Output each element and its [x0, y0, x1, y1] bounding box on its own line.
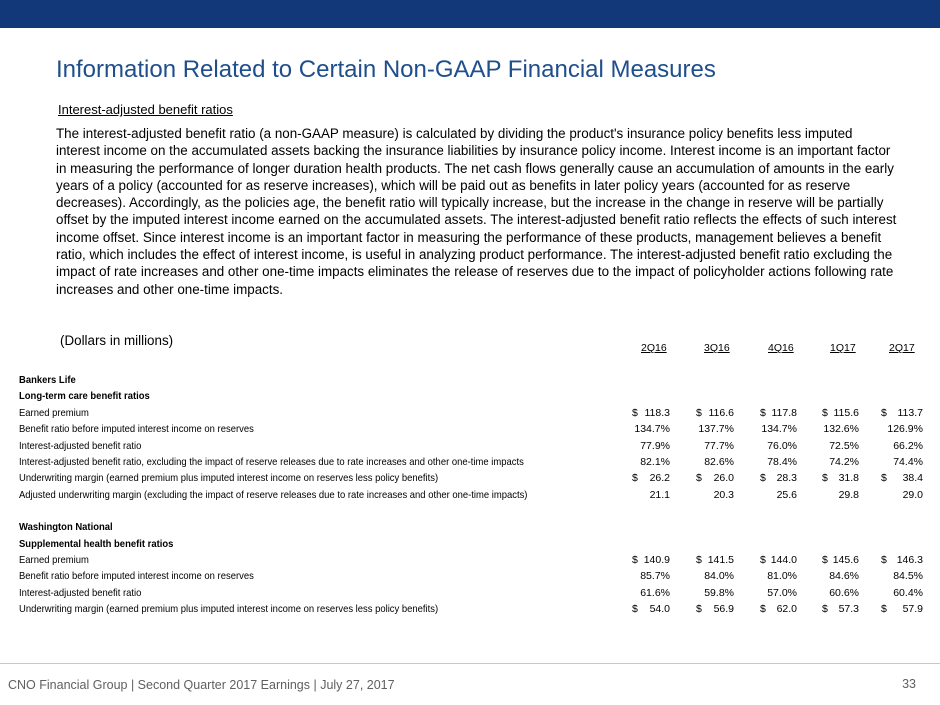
dollar-sign: $: [696, 554, 702, 566]
row-label: Interest-adjusted benefit ratio, excluding the impact of reserve releases due to rate increases and other one-time impacts: [19, 456, 524, 468]
cell-value: 132.6%: [823, 423, 859, 436]
column-header-1q17: 1Q17: [830, 342, 856, 354]
row-label: Underwriting margin (earned premium plus imputed interest income on reserves less policy benefits): [19, 603, 439, 616]
cell-value: 28.3: [776, 472, 797, 485]
cell-value: 60.4%: [893, 586, 923, 599]
dollar-sign: $: [881, 406, 887, 419]
cell-value: 74.4%: [893, 456, 923, 468]
cell-value: 84.0%: [704, 570, 734, 583]
page-number: 33: [902, 677, 916, 691]
row-label: Earned premium: [19, 406, 89, 419]
cell-value: 20.3: [713, 488, 734, 501]
table-row: [0, 456, 940, 472]
cell-value: 31.8: [838, 472, 859, 485]
cell-value: 146.3: [896, 554, 923, 566]
dollar-sign: $: [760, 406, 766, 419]
row-label: Benefit ratio before imputed interest income on reserves: [19, 570, 254, 583]
cell-value: 115.6: [833, 406, 859, 419]
dollar-sign: $: [632, 554, 638, 566]
cell-value: 117.8: [771, 406, 797, 419]
cell-value: 140.9: [643, 554, 670, 566]
section-subtitle: Interest-adjusted benefit ratios: [58, 102, 233, 117]
table-row: [0, 423, 940, 439]
page-title: Information Related to Certain Non-GAAP Financial Measures: [56, 56, 716, 83]
dollar-sign: $: [881, 472, 887, 485]
cell-value: 29.8: [838, 488, 859, 501]
cell-value: 116.6: [708, 406, 734, 419]
column-header-2q16: 2Q16: [641, 342, 667, 354]
table-row: [0, 390, 940, 406]
cell-value: 74.2%: [829, 456, 859, 468]
table-row: [0, 538, 940, 554]
cell-value: 118.3: [644, 406, 670, 419]
cell-value: 61.6%: [640, 586, 670, 599]
cell-value: 26.2: [649, 472, 670, 485]
table-row: [0, 570, 940, 586]
column-header-3q16: 3Q16: [704, 342, 730, 354]
cell-value: 78.4%: [767, 456, 797, 468]
dollar-sign: $: [760, 472, 766, 485]
cell-value: 144.0: [770, 554, 797, 566]
cell-value: 56.9: [713, 603, 734, 616]
row-label: Long-term care benefit ratios: [19, 390, 150, 403]
row-label: Benefit ratio before imputed interest income on reserves: [19, 423, 254, 436]
cell-value: 84.6%: [829, 570, 859, 583]
cell-value: 141.5: [707, 554, 734, 566]
cell-value: 25.6: [776, 488, 797, 501]
cell-value: 85.7%: [640, 570, 670, 583]
table-row: [0, 407, 940, 423]
cell-value: 66.2%: [893, 439, 923, 452]
cell-value: 54.0: [649, 603, 670, 616]
row-label: Supplemental health benefit ratios: [19, 537, 174, 550]
cell-value: 72.5%: [829, 439, 859, 452]
cell-value: 134.7%: [761, 423, 797, 436]
cell-value: 145.6: [832, 554, 859, 566]
table-row: [0, 440, 940, 456]
row-label: Interest-adjusted benefit ratio: [19, 439, 142, 452]
dollar-sign: $: [760, 603, 766, 616]
cell-value: 113.7: [897, 406, 923, 419]
top-bar: [0, 0, 940, 28]
table-row: [0, 472, 940, 488]
cell-value: 62.0: [776, 603, 797, 616]
cell-value: 137.7%: [698, 423, 734, 436]
cell-value: 84.5%: [893, 570, 923, 583]
cell-value: 77.7%: [704, 439, 734, 452]
cell-value: 59.8%: [704, 586, 734, 599]
table-row: [0, 521, 940, 537]
cell-value: 81.0%: [767, 570, 797, 583]
table-row: [0, 374, 940, 390]
dollar-sign: $: [696, 603, 702, 616]
cell-value: 29.0: [902, 488, 923, 501]
cell-value: 57.9: [902, 603, 923, 616]
cell-value: 134.7%: [634, 423, 670, 436]
column-header-2q17: 2Q17: [889, 342, 915, 354]
dollar-sign: $: [632, 406, 638, 419]
table-row: [0, 603, 940, 619]
cell-value: 77.9%: [640, 439, 670, 452]
dollar-sign: $: [760, 554, 766, 566]
cell-value: 60.6%: [829, 586, 859, 599]
dollar-sign: $: [822, 554, 828, 566]
dollar-sign: $: [822, 603, 828, 616]
cell-value: 82.1%: [640, 456, 670, 468]
dollar-sign: $: [696, 472, 702, 485]
row-label: Earned premium: [19, 554, 89, 566]
unit-note: (Dollars in millions): [60, 333, 174, 348]
dollar-sign: $: [881, 603, 887, 616]
row-label: Bankers Life: [19, 374, 76, 386]
row-label: Adjusted underwriting margin (excluding the impact of reserve releases due to rate increases and other one-time impacts): [19, 488, 528, 501]
footer-divider: [0, 663, 940, 664]
cell-value: 57.0%: [767, 586, 797, 599]
table-row: [0, 554, 940, 570]
footer-text: CNO Financial Group | Second Quarter 2017 Earnings | July 27, 2017: [8, 678, 395, 692]
dollar-sign: $: [632, 603, 638, 616]
dollar-sign: $: [696, 406, 702, 419]
cell-value: 26.0: [713, 472, 734, 485]
table-row: [0, 587, 940, 603]
cell-value: 38.4: [902, 472, 923, 485]
column-header-4q16: 4Q16: [768, 342, 794, 354]
dollar-sign: $: [881, 554, 887, 566]
dollar-sign: $: [632, 472, 638, 485]
row-label: Washington National: [19, 521, 113, 534]
cell-value: 76.0%: [767, 439, 797, 452]
dollar-sign: $: [822, 406, 828, 419]
row-label: Interest-adjusted benefit ratio: [19, 586, 142, 599]
cell-value: 21.1: [649, 488, 670, 501]
cell-value: 82.6%: [704, 456, 734, 468]
body-paragraph: The interest-adjusted benefit ratio (a non-GAAP measure) is calculated by dividing the product's insurance policy benefits less imputed interest income on the accumulated assets backing the insurance liabilities by insurance policy income. Interest income is an important factor in measuring the performance of longer duration health products. The net cash flows generally cause an accumulation of amounts in the early years of a policy (accounted for as reserve increases), which will be paid out as benefits in later policy years (accounted for as reserve decreases). Accordingly, as the policies age, the benefit ratio will typically increase, but the increase in the change in reserve will be partially offset by the imputed interest income earned on the accumulated assets. The interest-adjusted benefit ratio reflects the effects of such interest income offset. Since interest income is an important factor in measuring the performance of these products, management believes a benefit ratio, which includes the effect of interest income, is useful in analyzing product performance. The interest-adjusted benefit ratio excluding the impact of rate increases and other one-time impacts eliminates the release of reserves due to the impact of policyholder actions following rate increases and other one-time impacts.: [56, 126, 897, 297]
cell-value: 57.3: [838, 603, 859, 616]
row-label: Underwriting margin (earned premium plus imputed interest income on reserves less policy benefits): [19, 472, 439, 485]
table-row: [0, 489, 940, 505]
cell-value: 126.9%: [887, 423, 923, 436]
dollar-sign: $: [822, 472, 828, 485]
